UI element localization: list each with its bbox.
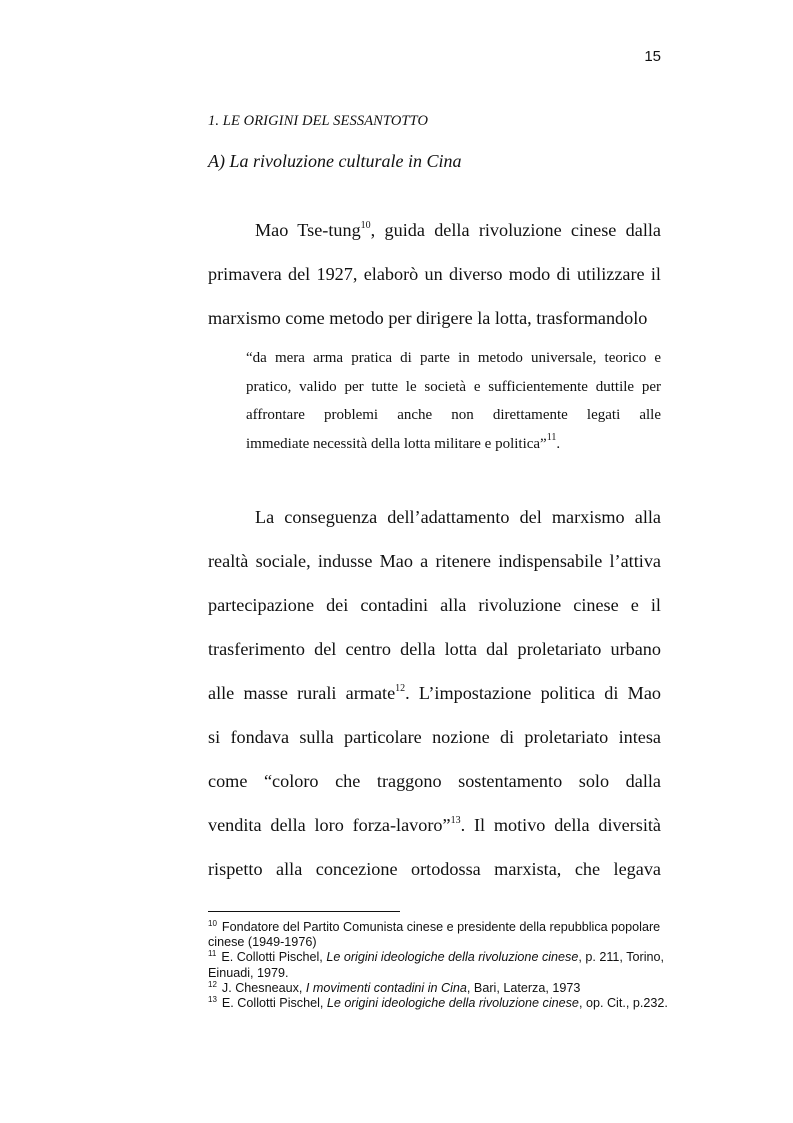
paragraph-line: trasferimento del centro della lotta dal proletariato urbano <box>208 639 661 659</box>
paragraph-line: come “coloro che traggono sostentamento solo dalla <box>208 771 661 791</box>
footnotes <box>208 920 668 1011</box>
footnote-separator <box>208 911 400 912</box>
footnote: $^{13}$ E. Collotti Pischel, Le origini ideologiche della rivoluzione cinese, op. Cit., p.232. <box>208 995 668 1011</box>
section-heading: A) La rivoluzione culturale in Cina <box>208 151 462 171</box>
footnote: $^{12}$ J. Chesneaux, I movimenti contadini in Cina, Bari, Laterza, 1973 <box>208 979 581 995</box>
paragraph-line: si fondava sulla particolare nozione di proletariato intesa <box>208 727 661 747</box>
footnote: $^{11}$ E. Collotti Pischel, Le origini ideologiche della rivoluzione cinese, p. 211, Torino, Einuadi, 1979. <box>208 949 665 980</box>
paragraph-line: Mao Tse-tung$^{10}$, guida della rivoluzione cinese dalla <box>255 220 661 240</box>
page-number: 15 <box>644 48 661 65</box>
footnote-ref[interactable]: 13 <box>450 815 461 826</box>
footnote-number: 13 <box>208 995 217 1005</box>
quote-line: pratico, valido per tutte le società e sufficientemente duttile per <box>246 378 661 395</box>
paragraph-2 <box>208 495 661 891</box>
footnote-number: 11 <box>208 949 217 959</box>
paragraph-line: partecipazione dei contadini alla rivoluzione cinese e il <box>208 595 661 615</box>
paragraph-line: alle masse rurali armate$^{12}$. L’impostazione politica di Mao <box>208 683 661 703</box>
footnote-ref[interactable]: 12 <box>395 683 406 694</box>
footnote: $^{10}$ Fondatore del Partito Comunista cinese e presidente della repubblica popolare cinese (1949-1976) <box>208 919 661 950</box>
block-quote <box>246 344 661 459</box>
footnote-number: 10 <box>208 919 217 928</box>
paragraph-1 <box>208 208 661 340</box>
quote-line: affrontare problemi anche non direttamente legati alle <box>246 407 661 424</box>
paragraph-line: marxismo come metodo per dirigere la lotta, trasformandolo <box>208 308 648 328</box>
paragraph-line: rispetto alla concezione ortodossa marxista, che legava <box>208 859 661 879</box>
chapter-heading: 1. LE ORIGINI DEL SESSANTOTTO <box>208 113 429 129</box>
paragraph-line: vendita della loro forza-lavoro”$^{13}$. Il motivo della diversità <box>208 815 661 835</box>
footnote-number: 12 <box>208 979 217 989</box>
quote-line: immediate necessità della lotta militare e politica”$^{11}$. <box>246 432 561 453</box>
paragraph-line: La conseguenza dell’adattamento del marxismo alla <box>255 507 661 527</box>
quote-line: “da mera arma pratica di parte in metodo universale, teorico e <box>246 350 661 366</box>
footnote-ref[interactable]: 11 <box>546 432 557 444</box>
paragraph-line: realtà sociale, indusse Mao a ritenere indispensabile l’attiva <box>208 551 661 571</box>
footnote-ref[interactable]: 10 <box>360 220 371 231</box>
paragraph-line: primavera del 1927, elaborò un diverso modo di utilizzare il <box>208 264 661 284</box>
